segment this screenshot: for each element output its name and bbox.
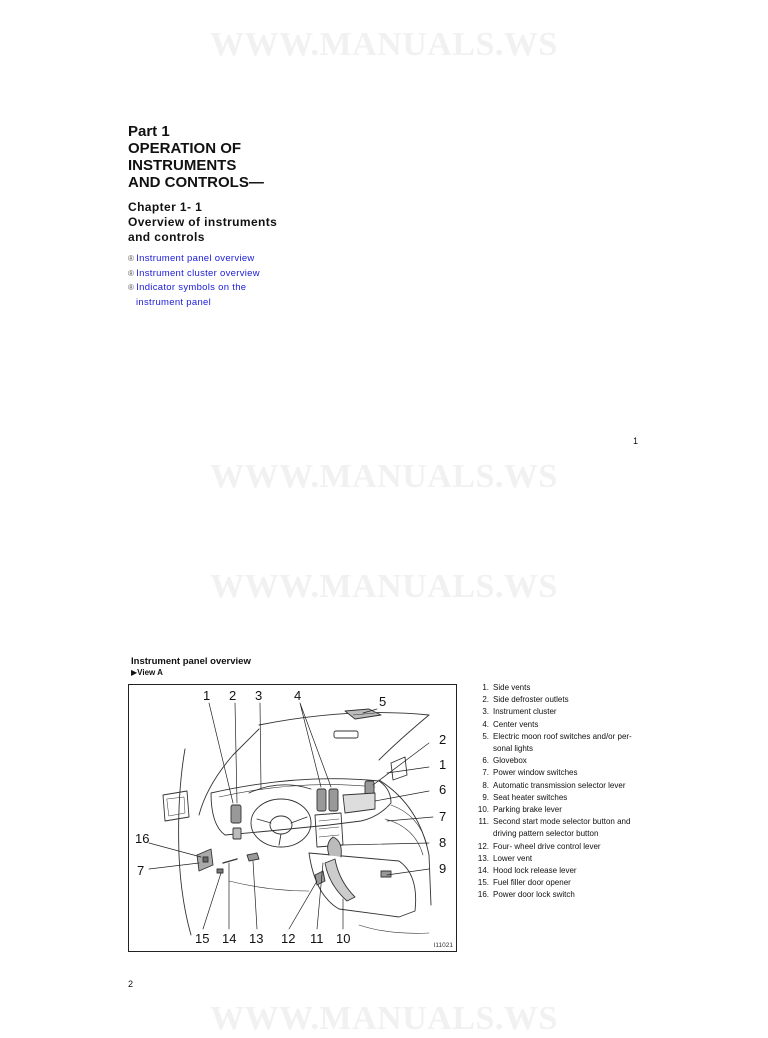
center-vent-left: [317, 789, 326, 811]
part-title-line: INSTRUMENTS: [128, 157, 237, 174]
dashboard-line-drawing: [129, 685, 456, 951]
left-side-vent: [231, 805, 241, 823]
legend-text: Instrument cluster: [493, 707, 557, 717]
bullet-icon: ®: [128, 283, 135, 292]
legend-text: Automatic transmission selector lever: [493, 780, 626, 790]
callout-1-right: 1: [439, 757, 447, 772]
legend-number: 8.: [482, 780, 489, 790]
legend-number: 3.: [482, 707, 489, 717]
legend-number: 16.: [477, 890, 489, 900]
legend-item: [477, 694, 647, 706]
legend-text: Four- wheel drive control lever: [493, 841, 601, 851]
legend-text: Fuel filler door opener: [493, 878, 571, 888]
callout-7-left: 7: [137, 863, 145, 878]
watermark: WWW.MANUALS.WS: [210, 1000, 558, 1037]
legend-item: [477, 719, 647, 731]
callout-14: 14: [222, 931, 237, 946]
legend-number: 6.: [482, 756, 489, 766]
legend-item: [477, 804, 647, 816]
legend-number: 1.: [482, 683, 489, 692]
watermark: WWW.MANUALS.WS: [210, 26, 558, 63]
legend-number: 5.: [482, 731, 489, 741]
legend-item: [477, 755, 647, 767]
legend-item: [477, 889, 647, 901]
view-label: ▶View A: [131, 668, 163, 677]
section-title: Instrument panel overview: [131, 656, 251, 667]
windshield-top-line: [259, 713, 429, 725]
glovebox: [343, 793, 375, 813]
callout-7-right: 7: [439, 809, 447, 824]
toc-link-label: Indicator symbols on the: [136, 282, 247, 293]
hood-release-lever: [223, 859, 237, 863]
legend-text: Parking brake lever: [493, 805, 562, 815]
left-side-mirror: [163, 791, 189, 821]
legend-text: Seat heater switches: [493, 792, 568, 802]
legend-item: [477, 877, 647, 889]
callout-1: 1: [203, 688, 211, 703]
callout-8: 8: [439, 835, 447, 850]
callout-4: 4: [294, 688, 302, 703]
toc-link-label: Instrument cluster overview: [136, 267, 260, 279]
callout-2: 2: [229, 688, 237, 703]
chapter-title-line: and controls: [128, 230, 205, 244]
callout-12: 12: [281, 931, 296, 946]
part-title-line: AND CONTROLS—: [128, 174, 264, 191]
chapter-toc: [128, 252, 260, 310]
four-wheel-drive-lever: [315, 871, 325, 885]
center-vent-right: [329, 789, 338, 811]
legend-text: Power window switches: [493, 768, 578, 778]
legend-number: 11.: [478, 817, 489, 827]
toc-link-label-continued: instrument panel: [136, 296, 212, 308]
legend-text: Second start mode selector button and driving pattern selector button: [493, 817, 631, 839]
part-heading: [128, 123, 264, 191]
legend-number: 10.: [477, 805, 489, 815]
part-number: Part 1: [128, 123, 170, 140]
lower-center-vent: [247, 853, 259, 861]
legend-item: [477, 853, 647, 865]
callout-10: 10: [336, 931, 351, 946]
callout-16: 16: [135, 831, 150, 846]
legend-item: [477, 865, 647, 877]
legend-number: 2.: [482, 695, 489, 705]
callout-5: 5: [379, 694, 387, 709]
steering-wheel: [251, 799, 311, 847]
watermark: WWW.MANUALS.WS: [210, 568, 558, 605]
legend-text: Lower vent: [493, 853, 533, 863]
callout-13: 13: [249, 931, 264, 946]
legend-item: [477, 731, 647, 755]
callout-3: 3: [255, 688, 263, 703]
toc-link-instrument-cluster-overview[interactable]: [128, 267, 260, 282]
legend-number: 9.: [482, 792, 489, 802]
right-side-mirror: [391, 757, 407, 780]
legend-text: Hood lock release lever: [493, 866, 577, 876]
legend-item: [477, 706, 647, 718]
legend-item: [477, 841, 647, 853]
legend-number: 15.: [477, 878, 489, 888]
chapter-title-line: Overview of instruments: [128, 215, 278, 229]
legend-item: [477, 682, 647, 694]
legend-item: [477, 780, 647, 792]
page-number: 2: [128, 979, 134, 989]
legend-item: [477, 816, 647, 840]
legend-number: 13.: [477, 853, 489, 863]
legend-text: Electric moon roof switches and/or per- sonal lights: [493, 731, 632, 754]
left-door-edge: [179, 749, 191, 935]
cluster-hood: [249, 785, 311, 793]
bullet-icon: ®: [128, 254, 135, 263]
callout-9: 9: [439, 861, 447, 876]
legend-text: Power door lock switch: [493, 890, 575, 900]
chapter-number: Chapter 1- 1: [128, 200, 203, 214]
legend-number: 4.: [482, 719, 489, 729]
legend-number: 14.: [477, 866, 489, 876]
part-title-line: OPERATION OF: [128, 140, 242, 157]
parking-brake-lever: [325, 859, 355, 901]
legend-text: Center vents: [493, 719, 539, 729]
legend-number: 12.: [477, 841, 489, 851]
left-lower-vent: [233, 828, 241, 839]
fuel-door-opener: [217, 869, 223, 873]
legend-text: Glovebox: [493, 756, 527, 766]
callout-11: 11: [310, 931, 324, 946]
transmission-shifter: [328, 837, 342, 857]
legend-text: Side defroster outlets: [493, 695, 569, 705]
callout-15: 15: [195, 931, 210, 946]
legend-text: Side vents: [493, 683, 531, 692]
seat-heater-switches: [381, 871, 391, 877]
bullet-icon: ®: [128, 268, 135, 278]
toc-link-indicator-symbols[interactable]: [128, 281, 260, 310]
watermark: WWW.MANUALS.WS: [210, 458, 558, 495]
chapter-heading: [128, 200, 277, 245]
a-pillar-left: [199, 729, 259, 815]
figure-legend: [477, 682, 647, 902]
legend-number: 7.: [482, 768, 489, 778]
toc-link-label: Instrument panel overview: [136, 253, 255, 264]
figure-id: I11021: [433, 942, 453, 949]
rearview-mirror: [334, 731, 358, 738]
instrument-panel-illustration: [128, 684, 457, 952]
callout-2-right: 2: [439, 732, 447, 747]
toc-link-instrument-panel-overview[interactable]: [128, 252, 260, 267]
page-number: 1: [633, 436, 639, 446]
legend-item: [477, 792, 647, 804]
legend-item: [477, 767, 647, 779]
callout-6: 6: [439, 782, 447, 797]
a-pillar-right: [379, 715, 429, 760]
